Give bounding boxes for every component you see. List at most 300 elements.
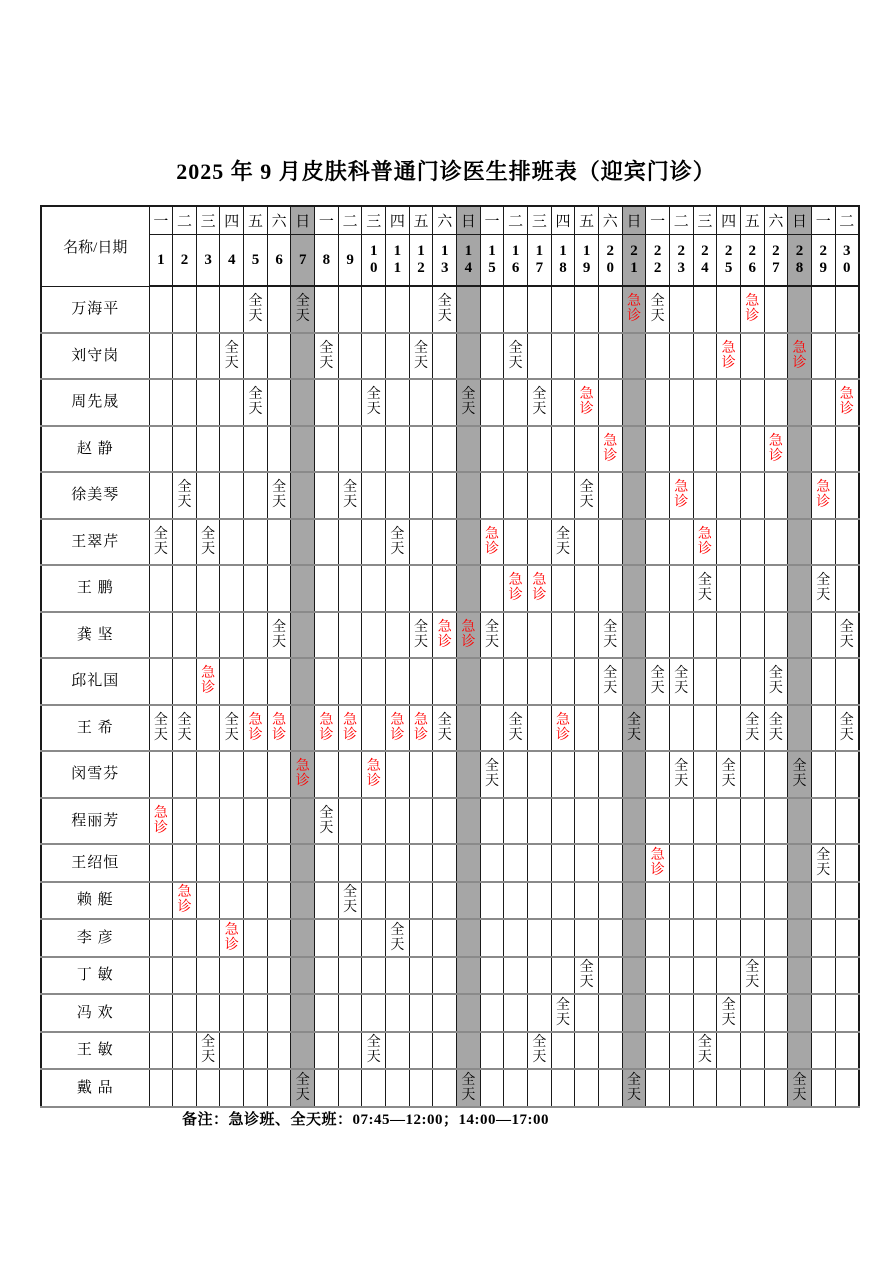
shift-cell-empty	[267, 565, 291, 612]
doctor-row	[41, 426, 859, 473]
shift-cell-empty	[669, 1032, 693, 1070]
shift-cell-empty	[173, 519, 197, 566]
doctor-row	[41, 957, 859, 995]
shift-cell-empty	[693, 957, 717, 995]
shift-cell-empty	[220, 957, 244, 995]
shift-cell-empty	[669, 957, 693, 995]
doctor-name: 王翠芹	[41, 519, 149, 566]
shift-cell-empty	[669, 426, 693, 473]
doctor-name: 冯 欢	[41, 994, 149, 1032]
shift-cell-empty	[480, 919, 504, 957]
doctor-row	[41, 844, 859, 882]
shift-cell-empty	[646, 519, 670, 566]
doctor-name: 王 敏	[41, 1032, 149, 1070]
shift-cell-emergency: 急诊	[598, 426, 622, 473]
shift-cell-emergency: 急诊	[291, 751, 315, 798]
doctor-row	[41, 565, 859, 612]
shift-cell-empty	[291, 426, 315, 473]
shift-cell-empty	[504, 994, 528, 1032]
shift-cell-empty	[835, 919, 859, 957]
shift-cell-emergency: 急诊	[551, 705, 575, 752]
shift-cell-empty	[669, 994, 693, 1032]
date-digit: 4	[701, 260, 709, 276]
shift-cell-empty	[267, 286, 291, 333]
shift-cell-empty	[788, 612, 812, 659]
shift-cell-empty	[315, 612, 339, 659]
shift-cell-empty	[338, 957, 362, 995]
shift-cell-empty	[811, 705, 835, 752]
shift-cell-empty	[740, 919, 764, 957]
shift-cell-empty	[220, 1069, 244, 1107]
shift-cell-fullday: 全天	[740, 705, 764, 752]
shift-cell-empty	[315, 379, 339, 426]
shift-cell-empty	[740, 472, 764, 519]
shift-cell-empty	[717, 286, 741, 333]
shift-cell-empty	[409, 798, 433, 845]
date-digit: 3	[440, 260, 449, 276]
shift-cell-fullday: 全天	[764, 658, 788, 705]
shift-cell-empty	[291, 379, 315, 426]
shift-cell-empty	[244, 798, 268, 845]
shift-cell-empty	[409, 919, 433, 957]
doctor-row	[41, 519, 859, 566]
shift-cell-empty	[504, 882, 528, 920]
shift-cell-empty	[646, 957, 670, 995]
weekday-header-cell: 六	[433, 206, 457, 235]
date-digit: 6	[748, 260, 756, 276]
shift-cell-empty	[622, 333, 646, 380]
doctor-row	[41, 658, 859, 705]
shift-cell-empty	[622, 844, 646, 882]
shift-cell-empty	[598, 472, 622, 519]
shift-cell-empty	[196, 565, 220, 612]
shift-cell-fullday: 全天	[362, 379, 386, 426]
doctor-row	[41, 472, 859, 519]
shift-cell-empty	[220, 426, 244, 473]
shift-cell-empty	[528, 844, 552, 882]
doctor-name: 刘守岗	[41, 333, 149, 380]
shift-cell-empty	[575, 751, 599, 798]
shift-cell-empty	[811, 882, 835, 920]
shift-cell-empty	[173, 612, 197, 659]
shift-cell-empty	[764, 994, 788, 1032]
shift-cell-fullday: 全天	[244, 286, 268, 333]
shift-cell-fullday: 全天	[291, 286, 315, 333]
date-header-cell	[338, 235, 362, 287]
doctor-name: 程丽芳	[41, 798, 149, 845]
shift-cell-empty	[693, 798, 717, 845]
shift-cell-empty	[291, 919, 315, 957]
shift-cell-empty	[764, 751, 788, 798]
shift-cell-empty	[386, 844, 410, 882]
shift-cell-empty	[338, 658, 362, 705]
shift-cell-empty	[835, 1069, 859, 1107]
shift-cell-empty	[433, 426, 457, 473]
shift-cell-empty	[196, 919, 220, 957]
doctor-name: 周先晟	[41, 379, 149, 426]
shift-cell-fullday: 全天	[267, 612, 291, 659]
shift-cell-empty	[315, 519, 339, 566]
shift-cell-empty	[528, 919, 552, 957]
shift-cell-empty	[575, 658, 599, 705]
date-header-cell	[504, 235, 528, 287]
shift-cell-empty	[338, 798, 362, 845]
date-digit: 1	[488, 243, 496, 260]
shift-cell-fullday: 全天	[811, 844, 835, 882]
shift-cell-empty	[788, 798, 812, 845]
shift-cell-empty	[575, 426, 599, 473]
shift-cell-empty	[551, 882, 575, 920]
shift-cell-empty	[338, 286, 362, 333]
shift-cell-empty	[764, 957, 788, 995]
shift-cell-emergency: 急诊	[669, 472, 693, 519]
shift-cell-empty	[598, 1069, 622, 1107]
shift-cell-empty	[362, 919, 386, 957]
shift-cell-empty	[244, 565, 268, 612]
shift-cell-empty	[386, 1032, 410, 1070]
shift-cell-empty	[528, 705, 552, 752]
date-digit: 0	[369, 260, 378, 276]
shift-cell-empty	[149, 333, 173, 380]
shift-cell-emergency: 急诊	[457, 612, 481, 659]
footer-note: 备注：急诊班、全天班：07:45—12:00；14:00—17:00	[182, 1112, 549, 1128]
shift-cell-empty	[598, 333, 622, 380]
shift-cell-empty	[811, 919, 835, 957]
shift-cell-empty	[433, 658, 457, 705]
shift-cell-empty	[788, 919, 812, 957]
date-digit: 1	[535, 243, 544, 260]
shift-cell-empty	[551, 751, 575, 798]
shift-cell-empty	[196, 798, 220, 845]
shift-cell-fullday: 全天	[196, 519, 220, 566]
date-header-cell	[362, 235, 386, 287]
shift-cell-fullday: 全天	[835, 612, 859, 659]
doctor-name: 王绍恒	[41, 844, 149, 882]
shift-cell-empty	[835, 286, 859, 333]
shift-cell-empty	[811, 426, 835, 473]
shift-cell-empty	[433, 472, 457, 519]
shift-cell-empty	[267, 379, 291, 426]
shift-cell-empty	[409, 472, 433, 519]
shift-cell-empty	[338, 1032, 362, 1070]
shift-cell-empty	[457, 658, 481, 705]
shift-cell-empty	[480, 844, 504, 882]
shift-cell-empty	[504, 612, 528, 659]
weekday-header-cell: 一	[315, 206, 339, 235]
date-digit: 5	[251, 251, 260, 268]
shift-cell-empty	[173, 333, 197, 380]
doctor-row	[41, 882, 859, 920]
shift-cell-emergency: 急诊	[717, 333, 741, 380]
shift-cell-empty	[149, 286, 173, 333]
shift-cell-empty	[740, 994, 764, 1032]
shift-cell-empty	[504, 519, 528, 566]
weekday-header-cell: 五	[740, 206, 764, 235]
shift-cell-empty	[788, 994, 812, 1032]
shift-cell-empty	[788, 426, 812, 473]
shift-cell-empty	[646, 333, 670, 380]
doctor-row	[41, 705, 859, 752]
date-header-cell	[646, 235, 670, 287]
shift-cell-empty	[409, 957, 433, 995]
shift-cell-empty	[457, 994, 481, 1032]
shift-cell-empty	[598, 379, 622, 426]
shift-cell-empty	[764, 612, 788, 659]
date-header-cell	[457, 235, 481, 287]
shift-cell-empty	[622, 957, 646, 995]
shift-cell-empty	[457, 472, 481, 519]
shift-cell-empty	[551, 333, 575, 380]
shift-cell-empty	[575, 844, 599, 882]
shift-cell-empty	[149, 957, 173, 995]
shift-cell-empty	[220, 612, 244, 659]
shift-cell-empty	[835, 882, 859, 920]
shift-cell-empty	[693, 1069, 717, 1107]
date-header-cell	[315, 235, 339, 287]
shift-cell-empty	[622, 426, 646, 473]
shift-cell-empty	[220, 751, 244, 798]
shift-cell-empty	[669, 919, 693, 957]
shift-cell-fullday: 全天	[409, 333, 433, 380]
shift-cell-emergency: 急诊	[811, 472, 835, 519]
shift-cell-empty	[220, 844, 244, 882]
shift-cell-empty	[788, 705, 812, 752]
shift-cell-empty	[409, 751, 433, 798]
date-digit: 1	[369, 243, 378, 260]
shift-cell-empty	[528, 519, 552, 566]
date-digit: 1	[393, 243, 402, 260]
shift-cell-empty	[646, 882, 670, 920]
shift-cell-emergency: 急诊	[740, 286, 764, 333]
shift-cell-empty	[409, 519, 433, 566]
shift-cell-empty	[811, 333, 835, 380]
date-header-cell	[598, 235, 622, 287]
shift-cell-empty	[504, 1032, 528, 1070]
weekday-header-cell: 二	[173, 206, 197, 235]
shift-cell-empty	[788, 286, 812, 333]
shift-cell-empty	[598, 519, 622, 566]
shift-cell-empty	[717, 957, 741, 995]
shift-cell-empty	[149, 919, 173, 957]
shift-cell-empty	[717, 1069, 741, 1107]
shift-cell-empty	[480, 379, 504, 426]
shift-cell-empty	[433, 957, 457, 995]
shift-cell-empty	[788, 957, 812, 995]
shift-cell-fullday: 全天	[646, 286, 670, 333]
date-header-cell	[528, 235, 552, 287]
date-header-cell	[173, 235, 197, 287]
shift-cell-empty	[220, 658, 244, 705]
shift-cell-empty	[244, 882, 268, 920]
shift-cell-empty	[409, 994, 433, 1032]
shift-cell-empty	[835, 1032, 859, 1070]
shift-cell-empty	[291, 882, 315, 920]
shift-cell-empty	[386, 658, 410, 705]
shift-cell-empty	[788, 882, 812, 920]
shift-cell-empty	[740, 333, 764, 380]
shift-cell-empty	[173, 798, 197, 845]
shift-cell-empty	[551, 658, 575, 705]
shift-cell-empty	[149, 612, 173, 659]
shift-cell-empty	[433, 751, 457, 798]
shift-cell-fullday: 全天	[504, 705, 528, 752]
date-digit: 9	[819, 260, 827, 276]
shift-cell-empty	[196, 957, 220, 995]
shift-cell-empty	[740, 565, 764, 612]
doctor-name: 丁 敏	[41, 957, 149, 995]
shift-cell-empty	[598, 286, 622, 333]
shift-cell-empty	[551, 286, 575, 333]
shift-cell-empty	[669, 882, 693, 920]
weekday-header-cell: 五	[575, 206, 599, 235]
shift-cell-empty	[291, 612, 315, 659]
shift-cell-empty	[693, 612, 717, 659]
shift-cell-empty	[669, 565, 693, 612]
shift-cell-emergency: 急诊	[267, 705, 291, 752]
shift-cell-fullday: 全天	[173, 472, 197, 519]
shift-cell-empty	[551, 612, 575, 659]
shift-cell-empty	[457, 882, 481, 920]
shift-cell-fullday: 全天	[622, 705, 646, 752]
shift-cell-empty	[693, 658, 717, 705]
shift-cell-empty	[196, 612, 220, 659]
date-digit: 4	[464, 260, 473, 276]
shift-cell-empty	[386, 565, 410, 612]
shift-cell-emergency: 急诊	[149, 798, 173, 845]
date-digit: 2	[630, 243, 638, 260]
date-digit: 2	[795, 243, 804, 260]
shift-cell-empty	[173, 379, 197, 426]
shift-cell-empty	[196, 751, 220, 798]
shift-cell-emergency: 急诊	[788, 333, 812, 380]
shift-cell-empty	[717, 658, 741, 705]
shift-cell-empty	[149, 751, 173, 798]
shift-cell-empty	[575, 882, 599, 920]
shift-cell-empty	[717, 1032, 741, 1070]
shift-cell-emergency: 急诊	[244, 705, 268, 752]
date-digit: 4	[228, 251, 236, 268]
shift-cell-emergency: 急诊	[693, 519, 717, 566]
shift-cell-empty	[315, 844, 339, 882]
shift-cell-empty	[835, 844, 859, 882]
doctor-row	[41, 1032, 859, 1070]
shift-cell-empty	[717, 919, 741, 957]
shift-cell-empty	[504, 844, 528, 882]
doctor-name: 赵 静	[41, 426, 149, 473]
shift-cell-empty	[646, 798, 670, 845]
date-digit: 2	[677, 243, 686, 260]
shift-cell-empty	[433, 919, 457, 957]
shift-cell-empty	[386, 1069, 410, 1107]
shift-cell-emergency: 急诊	[504, 565, 528, 612]
date-header-cell	[551, 235, 575, 287]
shift-cell-empty	[740, 798, 764, 845]
shift-cell-empty	[693, 844, 717, 882]
shift-cell-empty	[622, 379, 646, 426]
shift-cell-empty	[693, 472, 717, 519]
shift-cell-empty	[528, 798, 552, 845]
shift-cell-empty	[693, 994, 717, 1032]
date-header-cell	[575, 235, 599, 287]
shift-cell-empty	[717, 519, 741, 566]
doctor-row	[41, 286, 859, 333]
shift-cell-fullday: 全天	[528, 379, 552, 426]
shift-cell-empty	[575, 919, 599, 957]
shift-cell-empty	[811, 519, 835, 566]
shift-cell-empty	[835, 426, 859, 473]
shift-cell-fullday: 全天	[835, 705, 859, 752]
weekday-header-cell: 三	[196, 206, 220, 235]
date-digit: 1	[440, 243, 449, 260]
shift-cell-empty	[362, 333, 386, 380]
shift-cell-empty	[622, 658, 646, 705]
shift-cell-empty	[598, 957, 622, 995]
shift-cell-empty	[551, 919, 575, 957]
shift-cell-emergency: 急诊	[646, 844, 670, 882]
shift-cell-empty	[457, 286, 481, 333]
shift-cell-empty	[835, 798, 859, 845]
shift-cell-empty	[646, 919, 670, 957]
shift-cell-empty	[764, 1069, 788, 1107]
shift-cell-empty	[267, 1032, 291, 1070]
shift-cell-empty	[173, 957, 197, 995]
weekday-header-cell: 一	[149, 206, 173, 235]
shift-cell-empty	[528, 612, 552, 659]
shift-cell-emergency: 急诊	[528, 565, 552, 612]
shift-cell-fullday: 全天	[669, 751, 693, 798]
shift-cell-empty	[409, 658, 433, 705]
shift-cell-empty	[598, 751, 622, 798]
doctor-name: 王 希	[41, 705, 149, 752]
shift-cell-empty	[693, 882, 717, 920]
shift-cell-empty	[457, 798, 481, 845]
shift-cell-empty	[575, 1032, 599, 1070]
shift-cell-empty	[433, 379, 457, 426]
shift-cell-fullday: 全天	[528, 1032, 552, 1070]
shift-cell-empty	[504, 798, 528, 845]
shift-cell-empty	[457, 705, 481, 752]
shift-cell-fullday: 全天	[717, 751, 741, 798]
shift-cell-fullday: 全天	[693, 565, 717, 612]
shift-cell-empty	[196, 1069, 220, 1107]
weekday-header-cell: 六	[598, 206, 622, 235]
weekday-header-cell: 一	[811, 206, 835, 235]
shift-cell-empty	[622, 565, 646, 612]
shift-cell-empty	[362, 426, 386, 473]
shift-cell-empty	[575, 333, 599, 380]
shift-cell-empty	[291, 1032, 315, 1070]
shift-cell-empty	[811, 1069, 835, 1107]
shift-cell-empty	[528, 426, 552, 473]
shift-cell-empty	[551, 798, 575, 845]
shift-cell-empty	[693, 919, 717, 957]
shift-cell-empty	[409, 426, 433, 473]
shift-cell-empty	[315, 957, 339, 995]
shift-cell-empty	[409, 1032, 433, 1070]
shift-cell-emergency: 急诊	[173, 882, 197, 920]
shift-cell-empty	[220, 379, 244, 426]
weekday-header-cell: 四	[220, 206, 244, 235]
shift-cell-empty	[764, 882, 788, 920]
date-digit: 2	[606, 243, 615, 260]
shift-cell-empty	[433, 844, 457, 882]
shift-cell-empty	[835, 957, 859, 995]
shift-cell-emergency: 急诊	[433, 612, 457, 659]
date-digit: 8	[322, 251, 331, 268]
weekday-header-cell: 六	[764, 206, 788, 235]
shift-cell-empty	[433, 1032, 457, 1070]
shift-cell-empty	[196, 994, 220, 1032]
